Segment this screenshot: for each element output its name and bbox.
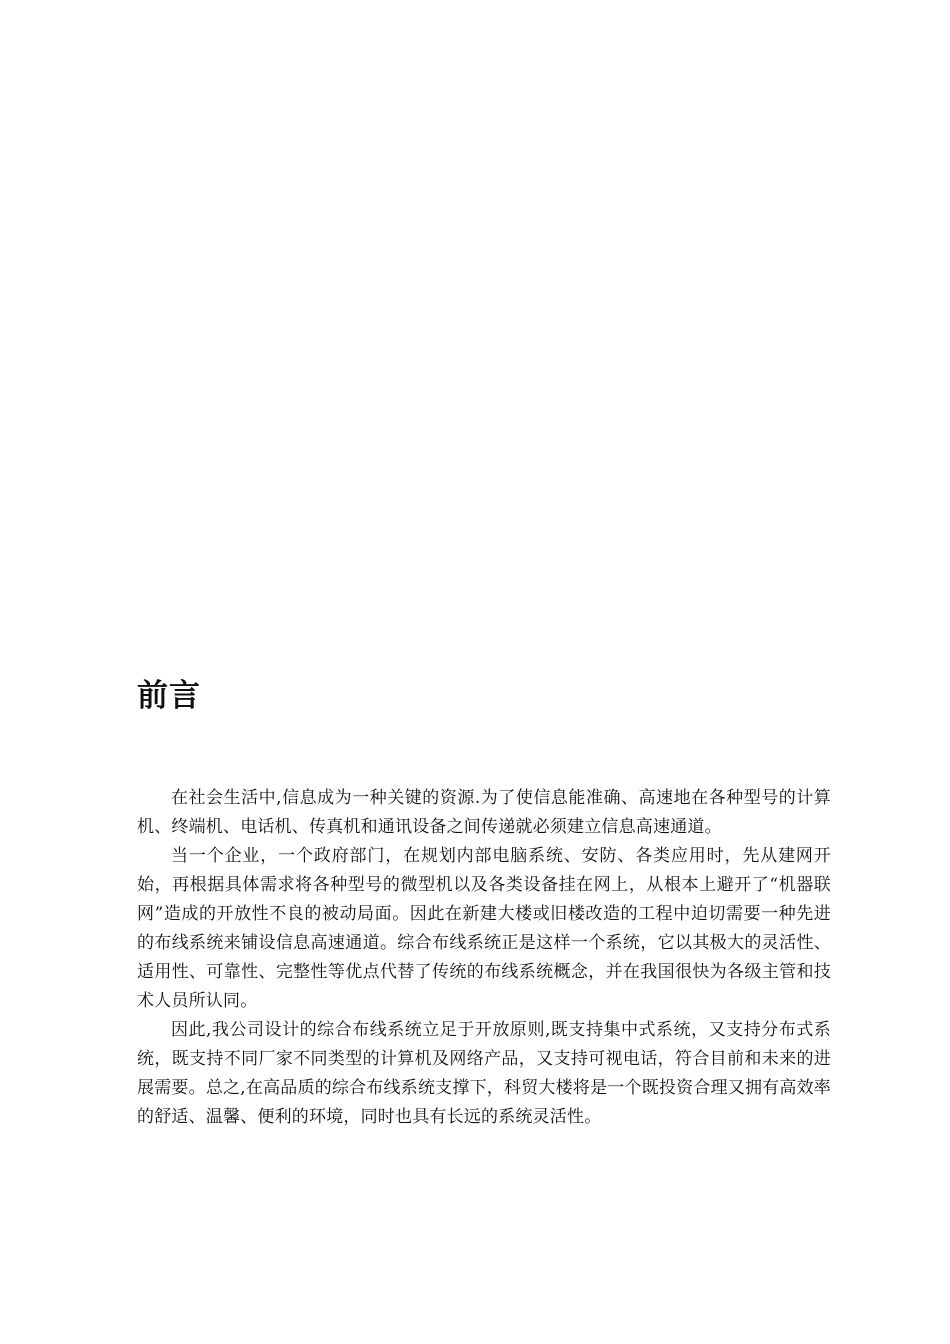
paragraph-1: 在社会生活中,信息成为一种关键的资源.为了使信息能准确、高速地在各种型号的计算机、终端机、电话机、传真机和通讯设备之间传递就必须建立信息高速通道。 (137, 788, 831, 837)
paragraph-2: 当一个企业，一个政府部门，在规划内部电脑系统、安防、各类应用时，先从建网开始，再根据具体需求将各种型号的微型机以及各类设备挂在网上，从根本上避开了“机器联网”造成的开放性不良的被动局面。因此在新建大楼或旧楼改造的工程中迫切需要一种先进的布线系统来铺设信息高速通道。综合布线系统正是这样一个系统，它以其极大的灵活性、适用性、可靠性、完整性等优点代替了传统的布线系统概念，并在我国很快为各级主管和技术人员所认同。 (137, 846, 831, 1011)
paragraph-3: 因此,我公司设计的综合布线系统立足于开放原则,既支持集中式系统，又支持分布式系统，既支持不同厂家不同类型的计算机及网络产品，又支持可视电话，符合目前和未来的进展需要。总之,在高品质的综合布线系统支撑下，科贸大楼将是一个既投资合理又拥有高效率的舒适、温馨、便利的环境，同时也具有长远的系统灵活性。 (137, 1020, 831, 1127)
section-title: 前言 (137, 678, 201, 714)
body-text (137, 784, 831, 1132)
